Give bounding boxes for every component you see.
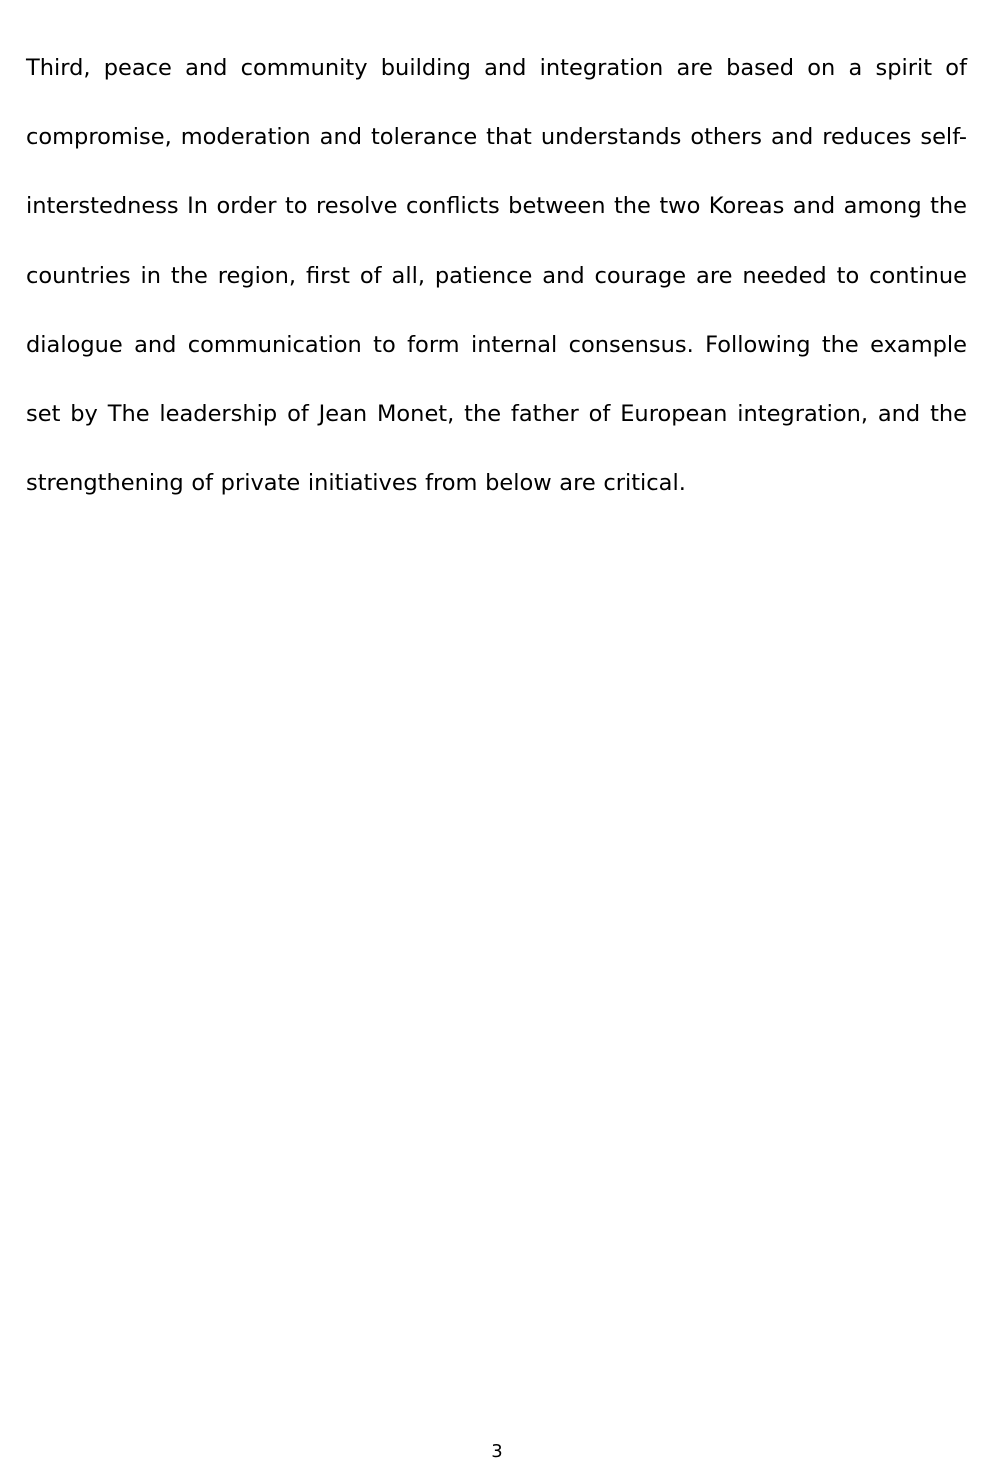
- paragraph-line: set by The leadership of Jean Monet, the father of European integration, and the: [26, 400, 967, 427]
- paragraph-line: strengthening of private initiatives from below are critical.: [26, 470, 686, 497]
- paragraph-line: interstedness In order to resolve conflicts between the two Koreas and among the: [26, 193, 967, 220]
- page-number: 3: [491, 1441, 503, 1462]
- paragraph-line: countries in the region, first of all, patience and courage are needed to continue: [26, 262, 967, 289]
- paragraph-line: dialogue and communication to form internal consensus. Following the example: [26, 331, 967, 358]
- body-paragraph: [26, 34, 967, 518]
- paragraph-line: Third, peace and community building and integration are based on a spirit of: [26, 55, 967, 81]
- paragraph-line: compromise, moderation and tolerance that understands others and reduces self-: [26, 124, 967, 151]
